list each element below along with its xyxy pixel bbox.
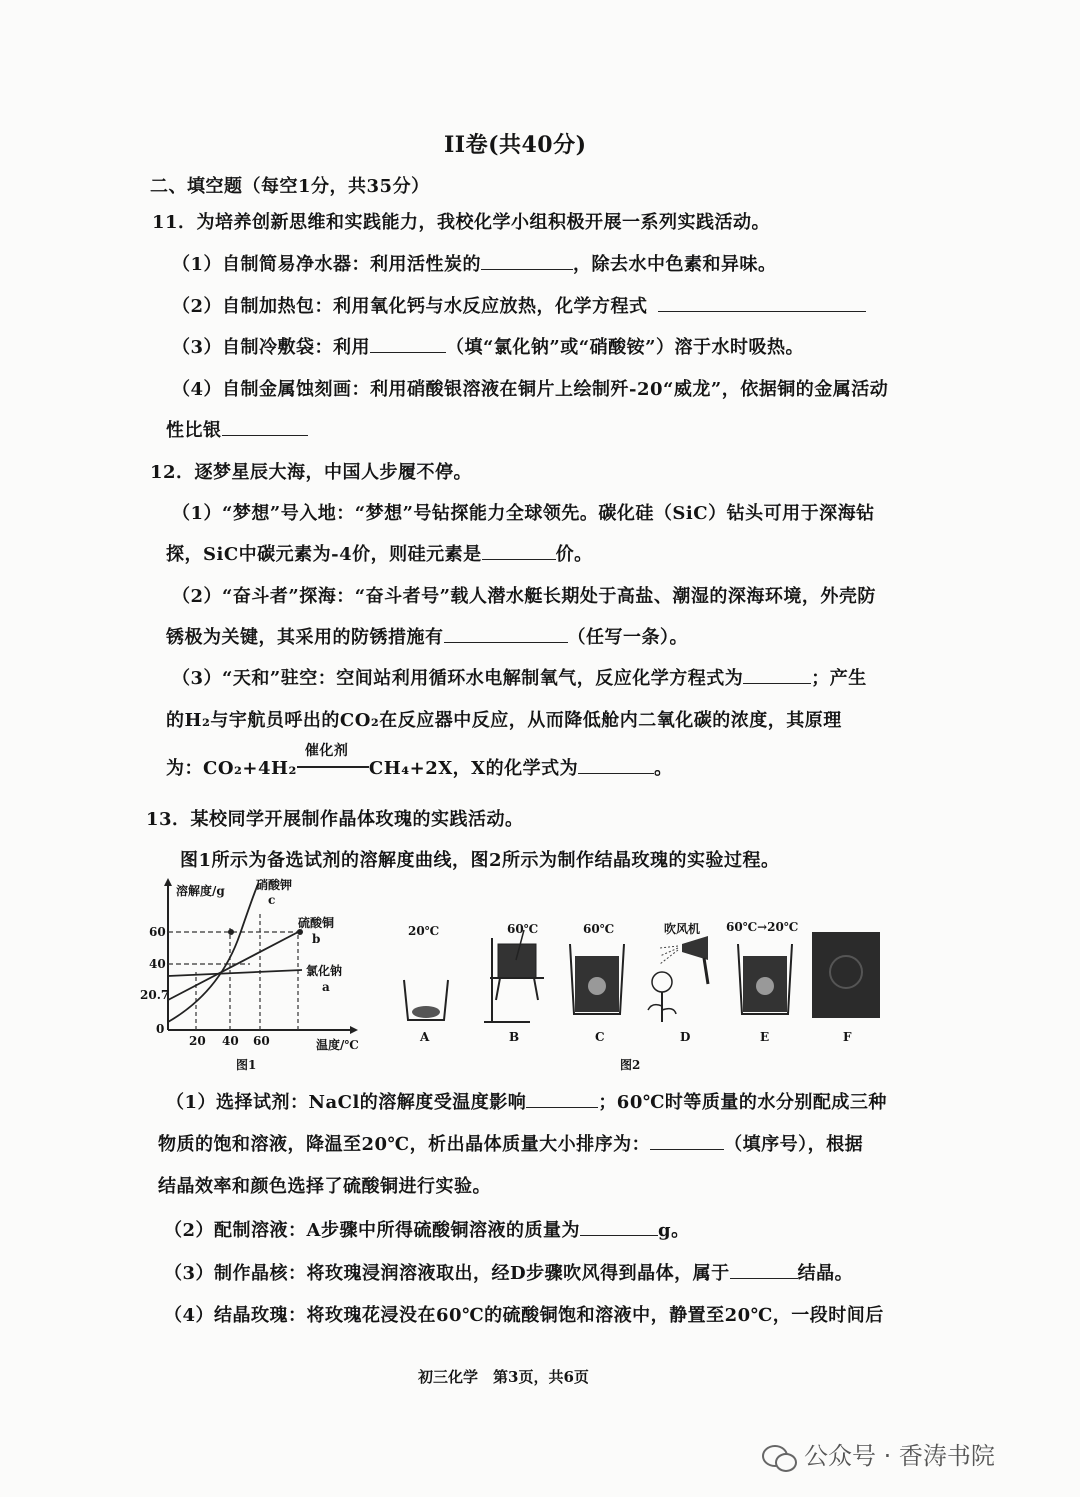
q13-part3	[164, 1259, 853, 1285]
step-a-temp: 20℃	[408, 924, 440, 938]
x-axis-arrow	[350, 1026, 358, 1034]
q11-part1	[172, 250, 777, 276]
q13-part2	[164, 1216, 690, 1242]
section-heading: 二、填空题（每空1分，共35分）	[150, 176, 430, 197]
step-c-temp: 60℃	[583, 922, 615, 936]
q12-equation-left: 为：CO₂+4H₂	[166, 758, 297, 779]
rose-c	[588, 977, 606, 995]
crystal-rose-photo	[812, 932, 880, 1018]
y-tick-0: 0	[156, 1022, 165, 1036]
q11-part2-text-a: （2）自制加热包：利用氧化钙与水反应放热，化学方程式	[172, 296, 648, 317]
q13-part2-text-b: g。	[658, 1220, 690, 1241]
q13-intro: 图1所示为备选试剂的溶解度曲线，图2所示为制作结晶玫瑰的实验过程。	[180, 850, 780, 871]
watermark	[762, 1436, 995, 1471]
answer-blank[interactable]	[743, 669, 811, 684]
step-b-letter: B	[509, 1030, 520, 1044]
air-flow-d	[660, 946, 678, 964]
answer-blank[interactable]	[444, 628, 568, 643]
q12-part2: （2）“奋斗者”探海：“奋斗者号”载人潜水艇长期处于高盐、潮湿的深海环境，外壳防	[172, 586, 876, 607]
q13-part2-text-a: （2）配制溶液：A步骤中所得硫酸铜溶液的质量为	[164, 1220, 580, 1241]
step-e-temp: 60℃→20℃	[726, 920, 799, 934]
answer-blank[interactable]	[370, 338, 446, 353]
answer-blank[interactable]	[580, 1221, 658, 1236]
answer-blank[interactable]	[482, 545, 556, 560]
intersection-point	[228, 929, 234, 935]
y-axis-label: 溶解度/g	[176, 884, 225, 898]
rose-d	[652, 972, 672, 992]
rose-e	[756, 977, 774, 995]
q11-part4: （4）自制金属蚀刻画：利用硝酸银溶液在铜片上绘制歼-20“威龙”，依据铜的金属活动	[172, 379, 889, 400]
q13-part1-text-d: （填序号），根据	[724, 1134, 864, 1155]
q11-part1-text-a: （1）自制简易净水器：利用活性炭的	[172, 254, 482, 275]
curve-c-label: 硝酸钾	[256, 878, 293, 892]
q13-stem: 13．某校同学开展制作晶体玫瑰的实践活动。	[146, 809, 524, 830]
dryer-d	[682, 936, 708, 960]
step-f-letter: F	[843, 1030, 852, 1044]
reaction-arrow	[297, 743, 369, 774]
catalyst-label: 催化剂	[304, 743, 349, 759]
dryer-handle-d	[704, 958, 708, 984]
beaker-b	[498, 944, 536, 978]
q13-part4: （4）结晶玫瑰：将玫瑰花浸没在60℃的硫酸铜饱和溶液中，静置至20℃，一段时间后	[164, 1305, 884, 1326]
step-c-letter: C	[595, 1030, 605, 1044]
answer-blank[interactable]	[481, 255, 573, 270]
wechat-icon	[762, 1443, 798, 1471]
tripod-b	[490, 978, 544, 1000]
q12-part3	[172, 664, 867, 690]
q13-part1	[166, 1088, 887, 1114]
q13-part1-text-c: 物质的饱和溶液，降温至20℃，析出晶体质量大小排序为：	[158, 1134, 651, 1155]
q12-equation	[166, 743, 673, 780]
q12-part2-cont	[166, 623, 688, 649]
q12-stem: 12．逐梦星辰大海，中国人步履不停。	[150, 462, 473, 483]
wechat-bubble-small	[775, 1453, 797, 1472]
experiment-diagram	[390, 920, 890, 1030]
q11-part3-text-a: （3）自制冷敷袋：利用	[172, 337, 371, 358]
curve-c-letter: c	[268, 893, 276, 907]
crystals-a	[412, 1006, 440, 1018]
q13-part1-cont2: 结晶效率和颜色选择了硫酸铜进行实验。	[158, 1176, 491, 1197]
q13-part1-text-a: （1）选择试剂：NaCl的溶解度受温度影响	[166, 1092, 527, 1113]
curve-b-letter: b	[312, 932, 321, 946]
y-tick-40: 40	[149, 957, 166, 971]
answer-blank[interactable]	[578, 759, 654, 774]
answer-blank[interactable]	[658, 297, 866, 312]
fig2-caption: 图2	[620, 1058, 641, 1072]
q12-part1-text-b: 探，SiC中碳元素为-4价，则硅元素是	[166, 544, 482, 565]
q11-part3	[172, 333, 804, 359]
curve-a-nacl	[168, 970, 302, 976]
q12-part3-text-a: （3）“天和”驻空：空间站利用循环水电解制氧气，反应化学方程式为	[172, 668, 744, 689]
q13-part1-cont	[158, 1130, 863, 1156]
q11-part2	[172, 292, 866, 318]
q12-part1-text-c: 价。	[555, 544, 593, 565]
answer-blank[interactable]	[730, 1264, 798, 1279]
step-e-letter: E	[760, 1030, 770, 1044]
fig1-caption: 图1	[236, 1058, 257, 1072]
step-d-label: 吹风机	[664, 922, 701, 936]
q13-part1-text-b: ；60℃时等质量的水分别配成三种	[598, 1092, 887, 1113]
curve-c-kno3	[168, 885, 258, 1022]
q12-part2-text-c: （任写一条）。	[567, 627, 688, 648]
q12-equation-right: CH₄+2X，X的化学式为	[368, 758, 579, 779]
curve-a-letter: a	[322, 980, 330, 994]
curve-b-label: 硫酸铜	[298, 916, 335, 930]
q11-part4-text-b: 性比银	[166, 420, 222, 441]
q12-part2-text-b: 锈极为关键，其采用的防锈措施有	[166, 627, 444, 648]
q12-equation-end: 。	[654, 758, 673, 779]
q11-stem: 11．为培养创新思维和实践能力，我校化学小组积极开展一系列实践活动。	[152, 212, 771, 233]
x-tick-20: 20	[189, 1034, 206, 1048]
q11-part1-text-b: ，除去水中色素和异味。	[573, 254, 777, 275]
curve-b-cuso4	[168, 930, 302, 1000]
answer-blank[interactable]	[650, 1135, 724, 1150]
q12-part3-cont: 的H₂与宇航员呼出的CO₂在反应器中反应，从而降低舱内二氧化碳的浓度，其原理	[166, 710, 842, 731]
page-footer: 初三化学 第3页，共6页	[418, 1368, 589, 1386]
arrow-line	[297, 766, 369, 768]
step-b-temp: 60℃	[507, 922, 539, 936]
q12-part3-text-b: ；产生	[811, 668, 867, 689]
q11-part3-text-b: （填“氯化钠”或“硝酸铵”）溶于水时吸热。	[446, 337, 804, 358]
page-title: II卷(共40分)	[444, 132, 587, 158]
watermark-text: 公众号 · 香涛书院	[804, 1442, 995, 1470]
curve-a-label: 氯化钠	[306, 964, 343, 978]
q13-part3-text-a: （3）制作晶核：将玫瑰浸润溶液取出，经D步骤吹风得到晶体，属于	[164, 1263, 730, 1284]
x-tick-40: 40	[222, 1034, 239, 1048]
step-a-letter: A	[420, 1030, 430, 1044]
q12-part1-cont	[166, 540, 593, 566]
step-d-letter: D	[680, 1030, 691, 1044]
y-tick-60: 60	[149, 925, 166, 939]
x-axis-label: 温度/℃	[316, 1038, 359, 1052]
y-axis-arrow	[164, 878, 172, 886]
answer-blank[interactable]	[526, 1093, 598, 1108]
q12-part1: （1）“梦想”号入地：“梦想”号钻探能力全球领先。碳化硅（SiC）钻头可用于深海钻	[172, 503, 875, 524]
answer-blank[interactable]	[222, 421, 308, 436]
q13-part3-text-b: 结晶。	[797, 1263, 854, 1284]
y-tick-20-7: 20.7	[140, 988, 170, 1002]
q11-part4-cont	[166, 416, 308, 442]
x-tick-60: 60	[253, 1034, 270, 1048]
